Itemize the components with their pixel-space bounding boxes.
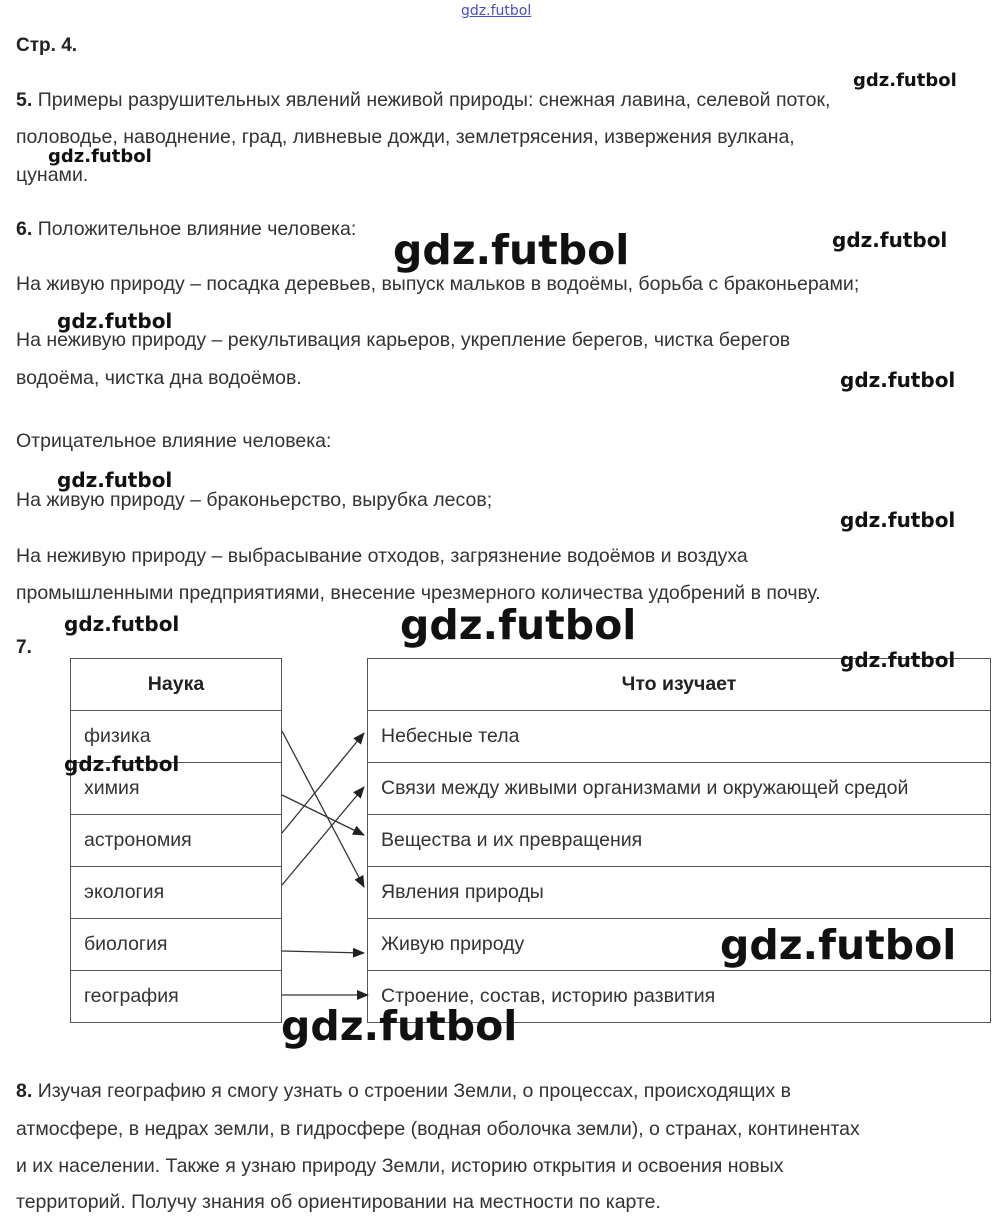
- task6-positive-nonlive-1: На неживую природу – рекультивация карьеров, укрепление берегов, чистка берегов: [16, 329, 791, 351]
- task5-text-1: Примеры разрушительных явлений неживой природы: снежная лавина, селевой поток,: [37, 89, 831, 111]
- watermark: gdz.futbol: [48, 146, 152, 167]
- task6-negative-title: Отрицательное влияние человека:: [16, 430, 332, 452]
- task6-number: 6.: [16, 218, 33, 240]
- watermark-top-link[interactable]: gdz.futbol: [461, 3, 532, 19]
- task8-line-2: атмосфере, в недрах земли, в гидросфере (водная оболочка земли), о странах, континентах: [16, 1118, 860, 1140]
- page-number: Стр. 4.: [16, 35, 78, 56]
- science-cell-biology: биология: [71, 919, 282, 971]
- subject-cell-structure: Строение, состав, историю развития: [368, 971, 991, 1023]
- task6-negative-live: На живую природу – браконьерство, вырубка лесов;: [16, 489, 493, 511]
- task5-number: 5.: [16, 89, 33, 111]
- task6-negative-nonlive-2: промышленными предприятиями, внесение чрезмерного количества удобрений в почву.: [16, 582, 821, 604]
- task6-negative-nonlive-1: На неживую природу – выбрасывание отходов, загрязнение водоёмов и воздуха: [16, 545, 748, 567]
- watermark: gdz.futbol: [57, 309, 173, 333]
- watermark: gdz.futbol: [840, 648, 956, 672]
- subject-header: Что изучает: [368, 659, 991, 711]
- task8-line-1: [16, 1080, 791, 1103]
- task6-positive-live: На живую природу – посадка деревьев, выпуск мальков в водоёмы, борьба с браконьерами;: [16, 273, 860, 295]
- subject-cell-celestial: Небесные тела: [368, 711, 991, 763]
- task6-positive-nonlive-2: водоёма, чистка дна водоёмов.: [16, 367, 302, 389]
- science-cell-chemistry: химия: [71, 763, 282, 815]
- task6-positive-title: Положительное влияние человека:: [37, 218, 357, 240]
- watermark: gdz.futbol: [832, 228, 948, 252]
- watermark: gdz.futbol: [840, 368, 956, 392]
- task5-line-3: цунами.: [16, 164, 89, 186]
- watermark: gdz.futbol: [64, 612, 180, 636]
- arrow-physics-to-phenomena: [282, 731, 364, 887]
- science-header: Наука: [71, 659, 282, 711]
- watermark: gdz.futbol: [853, 70, 957, 91]
- task8-line-3: и их населении. Также я узнаю природу Земли, историю открытия и освоения новых: [16, 1155, 784, 1177]
- watermark: gdz.futbol: [64, 752, 180, 776]
- watermark: gdz.futbol: [57, 468, 173, 492]
- subject-cell-phenomena: Явления природы: [368, 867, 991, 919]
- task8-line-4: территорий. Получу знания об ориентировании на местности по карте.: [16, 1191, 661, 1213]
- watermark: gdz.futbol: [840, 508, 956, 532]
- subject-cell-relations: Связи между живыми организмами и окружающей средой: [368, 763, 991, 815]
- science-cell-geography: география: [71, 971, 282, 1023]
- subject-cell-living: Живую природу: [368, 919, 991, 971]
- watermark: gdz.futbol: [400, 601, 637, 649]
- science-cell-astronomy: астрономия: [71, 815, 282, 867]
- watermark: gdz.futbol: [393, 226, 630, 274]
- watermark: gdz.futbol: [720, 921, 957, 969]
- task8-number: 8.: [16, 1080, 33, 1102]
- arrow-astronomy-to-celestial: [282, 733, 364, 833]
- task5-line-2: половодье, наводнение, град, ливневые дожди, землетрясения, извержения вулкана,: [16, 126, 795, 148]
- science-cell-ecology: экология: [71, 867, 282, 919]
- watermark: gdz.futbol: [281, 1002, 518, 1050]
- subject-cell-substances: Вещества и их превращения: [368, 815, 991, 867]
- task7-number: 7.: [16, 637, 32, 658]
- task8-text-1: Изучая географию я смогу узнать о строении Земли, о процессах, происходящих в: [37, 1080, 792, 1102]
- arrow-biology-to-living: [282, 951, 364, 953]
- science-cell-physics: физика: [71, 711, 282, 763]
